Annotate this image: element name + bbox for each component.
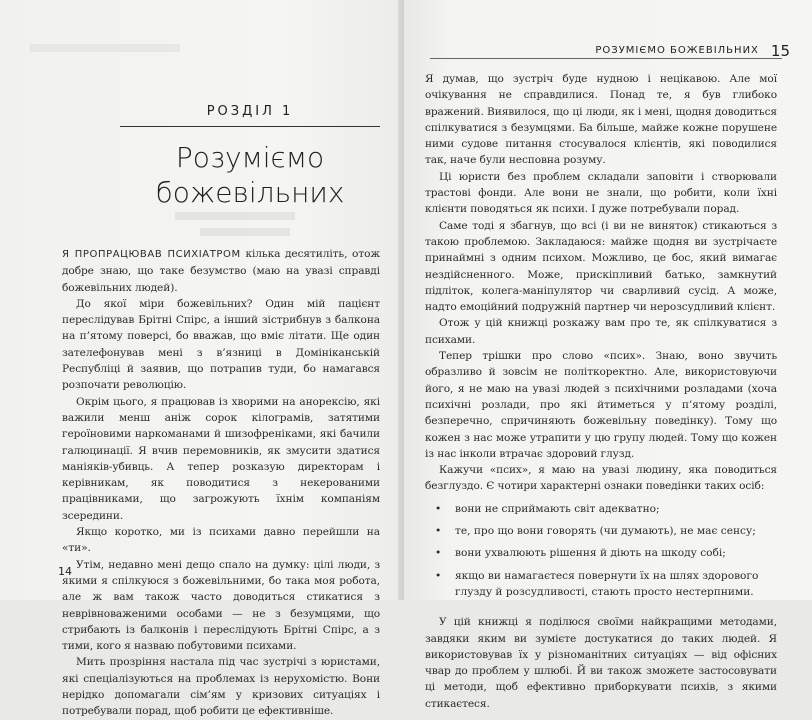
bullet-item bbox=[425, 545, 777, 561]
header-rule bbox=[430, 58, 782, 59]
paragraph: Окрім цього, я працював із хворими на анорексію, які важили менш аніж сорок кілограмів, затятими героїновими наркоманами й шизофреніками, які бачили галюцинації. Я вчив перемовників, як змусити здатися маніяків-убивць. А тепер розказую директорам і керівникам, як поводитися з некерованими працівниками, що загрожують їхнім компаніям зсередини. bbox=[62, 395, 380, 522]
bullet-item bbox=[425, 523, 777, 539]
running-header bbox=[560, 40, 790, 60]
paragraph: Мить прозріння настала під час зустрічі з юристами, які спеціалізуються на проблемах із нерухомістю. Вони нерідко допомагали сім’ям у кризових ситуаціях і потребували порад, щоб робити це ефективніше. bbox=[62, 656, 380, 718]
chapter-label: РОЗДІЛ 1 bbox=[206, 104, 294, 119]
bullet-text: вони не сприймають світ адекватно; bbox=[455, 502, 660, 515]
chapter-title-line: Розуміємо bbox=[175, 141, 325, 174]
page-number: 14 bbox=[58, 565, 72, 578]
bleed-through bbox=[175, 212, 295, 220]
lead-smallcaps: Я ПРОПРАЦЮВАВ ПСИХІАТРОМ bbox=[62, 249, 241, 260]
right-body-text bbox=[425, 71, 777, 712]
paragraph: Кажучи «псих», я маю на увазі людину, яка поводиться безглуздо. Є чотири характерні ознаки поведінки таких осіб: bbox=[425, 464, 777, 493]
paragraph: Отож у цій книжці розкажу вам про те, як спілкуватися з психами. bbox=[425, 317, 777, 346]
bullet-text: те, про що вони говорять (чи думають), не має сенсу; bbox=[455, 525, 756, 538]
chapter-title bbox=[120, 140, 380, 210]
paragraph: Тепер трішки про слово «псих». Знаю, воно звучить образливо й зовсім не політкоректно. Але, використовуючи його, я не маю на увазі людей з психічними розладами (хоча психічні розлади, про які йтиметься у п’ятому розділі, безперечно, спричиняють божевільну поведінку). Тому що кожен з нас може утрапити у цю групу людей. Тому що кожен із нас інколи втрачає здоровий глузд. bbox=[425, 350, 777, 460]
paragraph: У цій книжці я поділюся своїми найкращими методами, завдяки яким ви зумієте достукатися до таких людей. Я використовував їх у різноманітних ситуаціях — від офісних чвар до проблем у шлюбі. Й ви також зможете застосовувати ці методи, щоб ефективно приборкувати психів, з якими стикаєтеся. bbox=[425, 616, 777, 710]
bleed-through bbox=[30, 44, 180, 52]
chapter-rule bbox=[120, 126, 380, 127]
left-page bbox=[0, 0, 402, 718]
opening-paragraph bbox=[62, 246, 380, 296]
paragraph: Я думав, що зустріч буде нудною і нецікавою. Але мої очікування не справдилися. Понад те, я був глибоко вражений. Виявилося, що ці люди, як і мені, щодня доводиться спілкуватися з безумцями. Ба більше, майже кожне порушене ними судове питання стосувалося клієнтів, які поводилися так, наче були несповна розуму. bbox=[425, 73, 777, 167]
chapter-title-line: божевільних bbox=[155, 176, 345, 209]
page-number: 15 bbox=[770, 41, 790, 60]
bullet-item bbox=[425, 568, 777, 601]
paragraph: Якщо коротко, ми із психами давно перейшли на «ти». bbox=[62, 526, 380, 555]
bullet-text: якщо ви намагаєтеся повернути їх на шлях здорового глузду й розсудливості, стають просто нестерпними. bbox=[455, 569, 759, 598]
running-head: РОЗУМІЄМО БОЖЕВІЛЬНИХ bbox=[595, 45, 759, 56]
bullet-icon: • bbox=[435, 547, 442, 560]
paragraph: До якої міри божевільних? Один мій пацієнт переслідував Брітні Спірс, а інший зістрибнув з балкона на п’ятому поверсі, бо вважав, що вміє літати. Ще один зателефонував мені з в’язниці в Домініканській Республіці й заявив, що потрапив туди, бо намагався розпочати революцію. bbox=[62, 297, 380, 392]
paragraph-text: кілька десятиліть, отож добре знаю, що таке безумство (маю на увазі справді божевільних людей). bbox=[62, 248, 381, 294]
bleed-through bbox=[200, 228, 290, 236]
paragraph: Утім, недавно мені дещо спало на думку: цілі люди, з якими я спілкуюся з божевільними, бо така моя робота, але ж вам також часто доводиться стикатися з неврівноваженими особами — не з безумцями, що стрибають із балконів і переслідують Брітні Спірс, а з тими, кого я назваю побутовими психами. bbox=[62, 558, 380, 653]
paragraph: Саме тоді я збагнув, що всі (і ви не виняток) стикаються з такою проблемою. Закладаюся: майже щодня ви зустрічаєте принаймні з одним психом. Можливо, це бос, який вимагає нездійсненного. Може, прискіпливий батько, замкнутий підліток, колега-маніпулятор чи сварливий сусід. А може, надто емоційний подружній партнер чи нерозсудливий клієнт. bbox=[425, 219, 777, 314]
bullet-item bbox=[425, 501, 777, 517]
bullet-text: вони ухвалюють рішення й діють на шкоду собі; bbox=[455, 547, 726, 560]
bullet-icon: • bbox=[435, 525, 442, 538]
bullet-icon: • bbox=[435, 502, 442, 515]
bullet-icon: • bbox=[435, 569, 442, 582]
paragraph: Ці юристи без проблем складали заповіти і створювали трастові фонди. Але вони не знали, що робити, коли їхні клієнти поводяться як психи. І дуже потребували порад. bbox=[425, 170, 777, 216]
left-body-text bbox=[62, 246, 380, 720]
